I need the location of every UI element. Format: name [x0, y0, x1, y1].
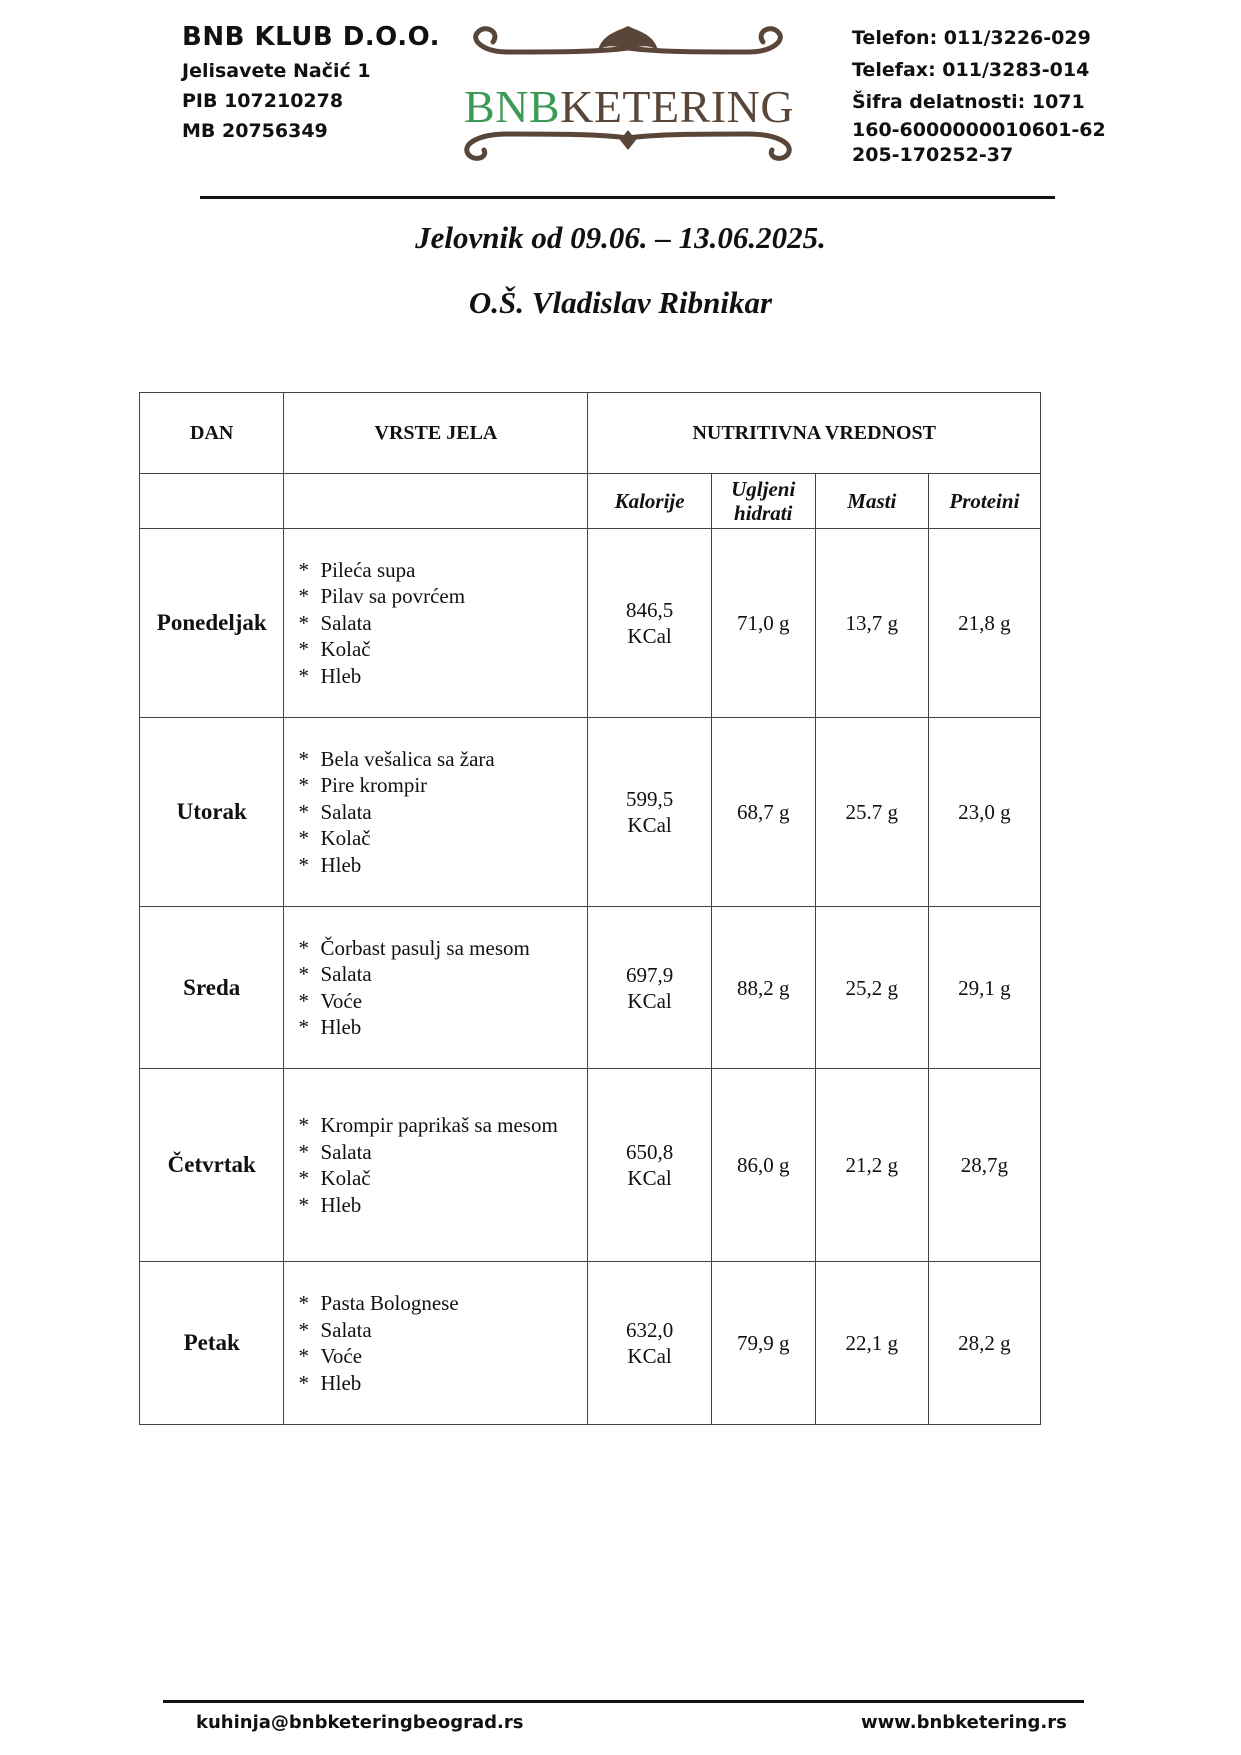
- day-name: Utorak: [140, 718, 284, 907]
- day-name: Četvrtak: [140, 1069, 284, 1262]
- dish-item: * Čorbast pasulj sa mesom: [298, 935, 530, 960]
- protein-value: 23,0 g: [928, 718, 1040, 907]
- header-nutrition: NUTRITIVNA VREDNOST: [588, 393, 1041, 474]
- dish-item: * Salata: [298, 799, 372, 824]
- dish-item: * Hleb: [298, 852, 362, 877]
- carbs-value: 86,0 g: [711, 1069, 815, 1262]
- dish-list: [284, 529, 588, 718]
- fat-value: 25.7 g: [815, 718, 928, 907]
- day-name: Sreda: [140, 907, 284, 1069]
- dish-item: * Hleb: [298, 1370, 362, 1395]
- company-address: Jelisavete Načić 1: [182, 60, 371, 82]
- dish-item: * Kolač: [298, 826, 371, 851]
- fat-value: 25,2 g: [815, 907, 928, 1069]
- dish-item: * Kolač: [298, 1166, 371, 1190]
- header-divider: [200, 196, 1055, 199]
- calories-value: 846,5 KCal: [588, 529, 711, 718]
- dish-list: [284, 907, 588, 1069]
- day-name: Petak: [140, 1262, 284, 1425]
- footer-divider: [163, 1700, 1084, 1703]
- company-pib: PIB 107210278: [182, 90, 344, 112]
- dish-item: * Salata: [298, 1317, 372, 1342]
- table-row: [140, 1069, 1041, 1262]
- calories-value: 650,8 KCal: [588, 1069, 711, 1262]
- fat-value: 13,7 g: [815, 529, 928, 718]
- company-name: BNB KLUB D.O.O.: [182, 22, 440, 52]
- logo-text: [464, 80, 794, 133]
- menu-table: [139, 392, 1041, 1425]
- subheader-fat: Masti: [815, 474, 928, 529]
- table-subheader-row: [140, 474, 1041, 529]
- dish-item: * Salata: [298, 1139, 372, 1164]
- dish-item: * Salata: [298, 610, 372, 635]
- dish-list: [284, 1262, 588, 1425]
- footer-email: kuhinja@bnbketeringbeograd.rs: [196, 1712, 524, 1733]
- subheader-protein: Proteini: [928, 474, 1040, 529]
- header-dishes: VRSTE JELA: [284, 393, 588, 474]
- subheader-empty: [140, 474, 284, 529]
- table-row: [140, 529, 1041, 718]
- phone-number: Telefon: 011/3226-029: [852, 27, 1091, 49]
- dish-item: * Bela vešalica sa žara: [298, 746, 495, 771]
- contact-info: [852, 22, 1106, 168]
- activity-code: Šifra delatnosti: 1071: [852, 91, 1085, 113]
- fat-value: 21,2 g: [815, 1069, 928, 1262]
- day-name: Ponedeljak: [140, 529, 284, 718]
- table-header-row: [140, 393, 1041, 474]
- school-name: O.Š. Vladislav Ribnikar: [468, 285, 773, 320]
- carbs-value: 71,0 g: [711, 529, 815, 718]
- table-row: [140, 907, 1041, 1069]
- dish-item: * Voće: [298, 1344, 363, 1368]
- table-row: [140, 1262, 1041, 1425]
- protein-value: 29,1 g: [928, 907, 1040, 1069]
- dish-list: [284, 1069, 588, 1262]
- subheader-carbs: Ugljeni hidrati: [711, 474, 815, 529]
- bank-account-1: 160-6000000010601-62: [852, 119, 1106, 141]
- protein-value: 21,8 g: [928, 529, 1040, 718]
- dish-item: * Krompir paprikaš sa mesom: [298, 1113, 558, 1137]
- dish-item: * Hleb: [298, 663, 362, 688]
- protein-value: 28,7g: [928, 1069, 1040, 1262]
- logo-word: KETERING: [560, 81, 795, 132]
- dish-item: * Pilav sa povrćem: [298, 584, 466, 609]
- dish-item: * Kolač: [298, 637, 371, 662]
- menu-title: Jelovnik od 09.06. – 13.06.2025.: [415, 220, 826, 255]
- dish-item: * Pileća supa: [298, 557, 416, 582]
- calories-value: 632,0 KCal: [588, 1262, 711, 1425]
- fax-number: Telefax: 011/3283-014: [852, 59, 1090, 81]
- header-day: DAN: [140, 393, 284, 474]
- fat-value: 22,1 g: [815, 1262, 928, 1425]
- dish-item: * Pire krompir: [298, 773, 428, 798]
- carbs-value: 79,9 g: [711, 1262, 815, 1425]
- carbs-value: 68,7 g: [711, 718, 815, 907]
- dish-item: * Salata: [298, 962, 372, 986]
- table-row: [140, 718, 1041, 907]
- dish-item: * Voće: [298, 988, 363, 1013]
- bnb-ketering-logo: [448, 22, 808, 174]
- footer-website: www.bnbketering.rs: [861, 1712, 1067, 1733]
- carbs-value: 88,2 g: [711, 907, 815, 1069]
- company-mb: MB 20756349: [182, 120, 328, 142]
- dish-item: * Pasta Bolognese: [298, 1291, 459, 1315]
- subheader-calories: Kalorije: [588, 474, 711, 529]
- calories-value: 599,5 KCal: [588, 718, 711, 907]
- protein-value: 28,2 g: [928, 1262, 1040, 1425]
- company-info: [182, 22, 440, 142]
- dish-item: * Hleb: [298, 1192, 362, 1217]
- subheader-empty: [284, 474, 588, 529]
- bank-account-2: 205-170252-37: [852, 144, 1014, 166]
- calories-value: 697,9 KCal: [588, 907, 711, 1069]
- dish-item: * Hleb: [298, 1015, 362, 1039]
- logo-brand: BNB: [464, 81, 561, 132]
- dish-list: [284, 718, 588, 907]
